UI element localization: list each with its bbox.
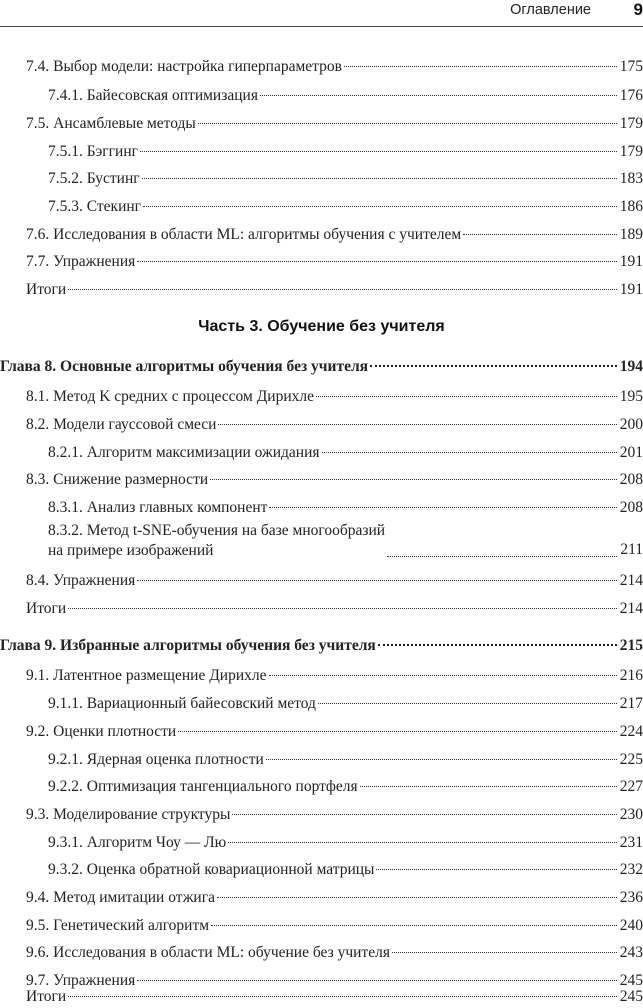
toc-chapter-9 (0, 635, 643, 657)
toc-entry-page: 208 (619, 471, 643, 488)
toc-entry-page: 243 (619, 944, 643, 961)
toc-entry-9-1 (26, 665, 643, 687)
toc-entry-page: 176 (619, 87, 643, 104)
leader-dots (217, 897, 617, 898)
toc-entry-title: 9.5. Генетический алгоритм (26, 917, 210, 934)
leader-dots (316, 396, 617, 397)
toc-entry-9-3-1 (48, 832, 643, 854)
toc-entry-title: 9.2. Оценки плотности (26, 723, 177, 740)
toc-entry-page: 175 (619, 58, 643, 75)
leader-dots (387, 556, 617, 557)
leader-dots (198, 123, 617, 124)
toc-entry-title-line2: на примере изображений (48, 542, 214, 559)
toc-entry-page: 230 (619, 806, 643, 823)
toc-entry-title: 8.3. Снижение размерности (26, 471, 209, 488)
toc-entry-title: 7.6. Исследования в области ML: алгоритмы обучения с учителем (26, 226, 462, 243)
toc-entry-summary-9 (26, 986, 643, 1008)
toc-entry-title: 9.2.2. Оптимизация тангенциального портфеля (48, 778, 358, 795)
toc-chapter-page: 215 (619, 637, 643, 654)
toc-entry-page: 214 (619, 572, 643, 589)
toc-entry-9-5 (26, 915, 643, 937)
toc-entry-page: 179 (619, 115, 643, 132)
leader-dots (137, 580, 616, 581)
toc-entry-page: 245 (619, 972, 643, 989)
toc-entry-summary-8 (26, 598, 643, 620)
part-title: Часть 3. Обучение без учителя (198, 318, 445, 335)
toc-entry-page: 200 (619, 416, 643, 433)
toc-entry-summary-7 (26, 279, 643, 301)
toc-entry-page: 217 (619, 695, 643, 712)
toc-entry-9-2-1 (48, 749, 643, 771)
toc-entry-title: Итоги (26, 281, 67, 298)
leader-dots (137, 980, 616, 981)
toc-entry-page: 201 (619, 444, 643, 461)
toc-entry-title: 7.5.2. Бустинг (48, 170, 140, 187)
leader-dots (137, 261, 616, 262)
toc-entry-page: 191 (619, 253, 643, 270)
leader-dots (266, 759, 617, 760)
toc-entry-page: 211 (620, 541, 643, 558)
toc-entry-title (48, 521, 385, 561)
leader-dots (344, 66, 617, 67)
toc-entry-page: 191 (619, 281, 643, 298)
toc-entry-title: 7.5.1. Бэггинг (48, 143, 138, 160)
toc-entry-page: 216 (619, 667, 643, 684)
leader-dots (211, 925, 617, 926)
toc-entry-title: 7.5. Ансамблевые методы (26, 115, 196, 132)
toc-entry-title: 8.4. Упражнения (26, 572, 136, 589)
toc-entry-page: 227 (619, 778, 643, 795)
toc-entry-page: 225 (619, 751, 643, 768)
toc-entry-page: 214 (619, 600, 643, 617)
page-number: 9 (633, 0, 643, 19)
toc-entry-page: 179 (619, 143, 643, 160)
toc-entry-title: 9.3.2. Оценка обратной ковариационной матрицы (48, 861, 375, 878)
toc-entry-title: 7.4. Выбор модели: настройка гиперпараметров (26, 58, 342, 75)
toc-entry-title: 8.3.1. Анализ главных компонент (48, 499, 268, 516)
toc-entry-7-5-3 (48, 196, 643, 218)
toc-entry-7-5 (26, 113, 643, 135)
toc-entry-title: 9.1. Латентное размещение Дирихле (26, 667, 267, 684)
toc-entry-title: 9.3. Моделирование структуры (26, 806, 231, 823)
toc-entry-page: 189 (619, 226, 643, 243)
toc-entry-7-6 (26, 224, 643, 246)
leader-dots (463, 234, 617, 235)
toc-entry-9-3-2 (48, 859, 643, 881)
toc-entry-title: 8.1. Метод K средних с процессом Дирихле (26, 388, 314, 405)
leader-dots (232, 814, 616, 815)
toc-entry-page: 224 (619, 723, 643, 740)
leader-dots (210, 479, 617, 480)
leader-dots (392, 952, 617, 953)
leader-dots (218, 424, 616, 425)
toc-entry-8-2-1 (48, 442, 643, 464)
toc-entry-9-2-2 (48, 776, 643, 798)
toc-entry-page: 183 (619, 170, 643, 187)
leader-dots (269, 507, 616, 508)
toc-entry-page: 208 (619, 499, 643, 516)
leader-dots (360, 786, 617, 787)
toc-entry-title: 9.1.1. Вариационный байесовский метод (48, 695, 316, 712)
header-rule (0, 26, 643, 27)
leader-dots (269, 675, 617, 676)
leader-dots (318, 703, 617, 704)
toc-entry-title: 9.2.1. Ядерная оценка плотности (48, 751, 264, 768)
toc-chapter-page: 194 (619, 358, 643, 375)
toc-chapter-8 (0, 356, 643, 378)
leader-dots (68, 996, 617, 997)
toc-entry-page: 195 (619, 388, 643, 405)
toc-entry-title: 7.7. Упражнения (26, 253, 136, 270)
toc-entry-8-4 (26, 570, 643, 592)
toc-entry-title: 9.3.1. Алгоритм Чоу — Лю (48, 834, 227, 851)
toc-entry-page: 232 (619, 861, 643, 878)
leader-dots (143, 206, 617, 207)
toc-entry-9-6 (26, 942, 643, 964)
toc-entry-title: 7.4.1. Байесовская оптимизация (48, 87, 258, 104)
toc-entry-title-line1: 8.3.2. Метод t-SNE-обучения на базе многообразий (48, 522, 386, 539)
toc-entry-7-4-1 (48, 85, 643, 107)
toc-entry-page: 236 (619, 889, 643, 906)
toc-entry-title: 9.7. Упражнения (26, 972, 136, 989)
toc-entry-9-3 (26, 804, 643, 826)
toc-chapter-title: Глава 8. Основные алгоритмы обучения без учителя (0, 358, 369, 375)
toc-entry-9-1-1 (48, 693, 643, 715)
toc-entry-title: 9.4. Метод имитации отжига (26, 889, 215, 906)
toc-entry-page: 240 (619, 917, 643, 934)
toc-entry-title: 7.5.3. Стекинг (48, 198, 142, 215)
leader-dots (376, 869, 616, 870)
toc-entry-title: 8.2.1. Алгоритм максимизации ожидания (48, 444, 320, 461)
toc-entry-9-2 (26, 721, 643, 743)
toc-entry-8-3 (26, 469, 643, 491)
leader-dots (142, 178, 617, 179)
toc-entry-title: Итоги (26, 988, 67, 1005)
toc-entry-title: 9.6. Исследования в области ML: обучение без учителя (26, 944, 390, 961)
toc-entry-8-3-1 (48, 497, 643, 519)
leader-dots (68, 608, 617, 609)
toc-entry-8-1 (26, 386, 643, 408)
toc-entry-page: 245 (619, 988, 643, 1005)
toc-entry-page: 186 (619, 198, 643, 215)
leader-dots (140, 151, 617, 152)
running-header-section: Оглавление (510, 2, 591, 18)
leader-dots (228, 842, 617, 843)
toc-entry-7-5-1 (48, 141, 643, 163)
toc-entry-7-4 (26, 56, 643, 78)
toc-chapter-title: Глава 9. Избранные алгоритмы обучения без учителя (0, 637, 376, 654)
leader-dots (378, 644, 617, 646)
toc-entry-title: Итоги (26, 600, 67, 617)
leader-dots (178, 731, 617, 732)
leader-dots (370, 365, 617, 367)
toc-entry-title: 8.2. Модели гауссовой смеси (26, 416, 217, 433)
toc-entry-7-7 (26, 251, 643, 273)
toc-entry-8-2 (26, 414, 643, 436)
toc-entry-8-3-2 (48, 521, 643, 561)
toc-entry-7-5-2 (48, 168, 643, 190)
toc-entry-page: 231 (619, 834, 643, 851)
leader-dots (322, 452, 617, 453)
leader-dots (260, 95, 617, 96)
leader-dots (68, 289, 617, 290)
running-header (0, 0, 643, 26)
toc-entry-9-4 (26, 887, 643, 909)
